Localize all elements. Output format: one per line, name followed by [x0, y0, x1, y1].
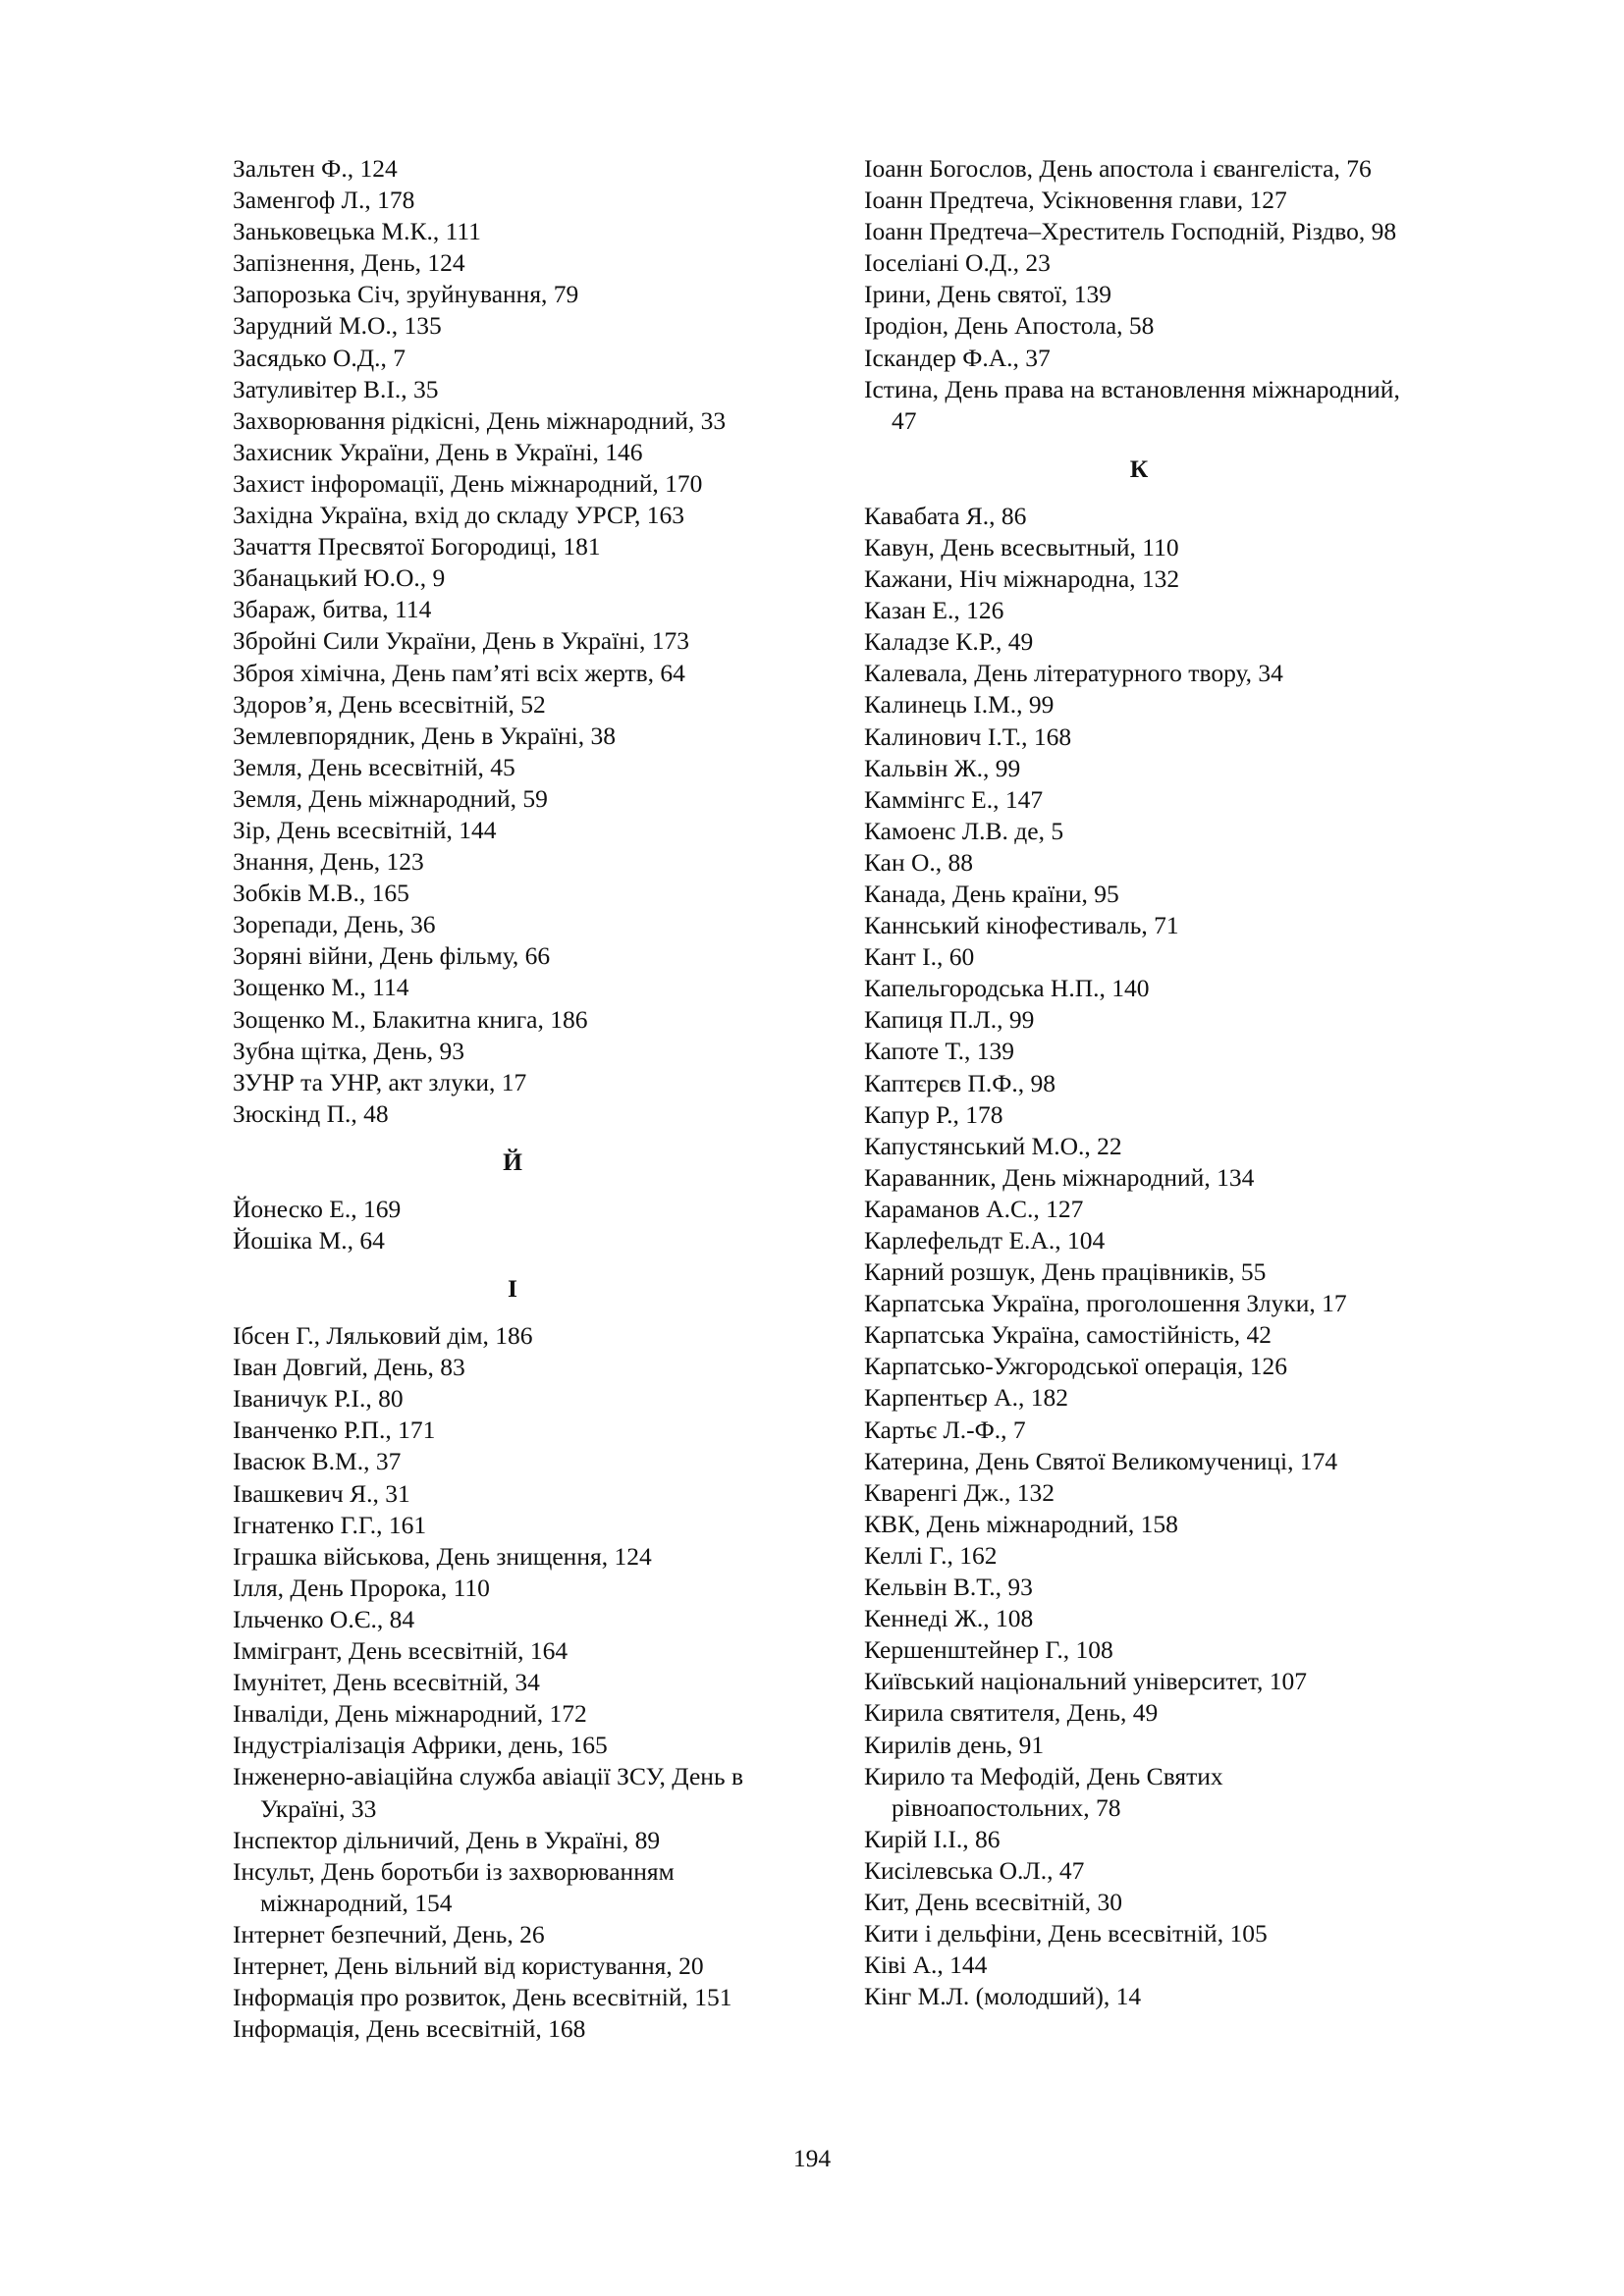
index-entry: Канада, День країни, 95 [864, 879, 1119, 908]
index-entry: Іваничук Р.І., 80 [233, 1384, 404, 1414]
index-entry: Істина, День права на встановлення міжнародний, 47 [864, 374, 1400, 435]
index-entry: Кирій І.І., 86 [864, 1824, 1001, 1853]
index-entry: Казан Е., 126 [864, 596, 1004, 625]
index-entry: КВК, День міжнародний, 158 [864, 1509, 1178, 1538]
index-entry: Келлі Г., 162 [864, 1540, 998, 1570]
index-entry: Зощенко М., Блакитна книга, 186 [233, 1004, 588, 1034]
index-entry: Карпентьєр А., 182 [864, 1383, 1068, 1413]
index-entry: Капиця П.Л., 99 [864, 1005, 1035, 1035]
index-entry: Іоанн Богослов, День апостола і євангеліста, 76 [864, 154, 1372, 183]
index-entry: Каннський кінофестиваль, 71 [864, 911, 1179, 940]
index-entry: Зачаття Пресвятої Богородиці, 181 [233, 532, 601, 561]
index-entry: Зорепади, День, 36 [233, 910, 436, 939]
index-entry: Кажани, Ніч міжнародна, 132 [864, 564, 1180, 594]
index-entry: Запорозька Січ, зруйнування, 79 [233, 280, 579, 309]
index-entry: Здоров’я, День всесвітній, 52 [233, 689, 546, 719]
index-entry: Збройні Сили України, День в Україні, 173 [233, 626, 689, 656]
index-entry: Капустянський М.О., 22 [864, 1131, 1122, 1160]
index-entry: Затуливітер В.І., 35 [233, 374, 439, 403]
index-entry: Кінг М.Л. (молодший), 14 [864, 1982, 1142, 2011]
index-entry: Карпатсько-Ужгородської операція, 126 [864, 1352, 1288, 1381]
index-column-left [233, 153, 792, 2045]
index-entry: Йошіка М., 64 [233, 1226, 385, 1255]
index-entry: Калевала, День літературного твору, 34 [864, 659, 1283, 688]
letter-heading: Й [503, 1147, 522, 1176]
index-entry: Зобків М.В., 165 [233, 879, 409, 908]
index-entry: Івашкевич Я., 31 [233, 1478, 410, 1508]
index-entry: Карлефельдт Е.А., 104 [864, 1226, 1106, 1255]
index-entry: Караванник, День міжнародний, 134 [864, 1162, 1255, 1192]
index-entry: Карпатська Україна, проголошення Злуки, 17 [864, 1289, 1347, 1318]
index-entry: Каптєрєв П.Ф., 98 [864, 1068, 1056, 1097]
index-entry: Кирила святителя, День, 49 [864, 1698, 1159, 1728]
index-entry: Кит, День всесвітній, 30 [864, 1887, 1122, 1916]
index-entry: Кисілевська О.Л., 47 [864, 1855, 1085, 1885]
index-entry: Інсульт, День боротьби із захворюванням міжнародний, 154 [233, 1856, 675, 1917]
index-entry: Збараж, битва, 114 [233, 595, 432, 624]
index-entry: Індустріалізація Африки, день, 165 [233, 1731, 608, 1760]
index-entry: Захисник України, День в Україні, 146 [233, 437, 643, 466]
index-entry: Імунітет, День всесвітній, 34 [233, 1668, 540, 1697]
index-entry: Інформація про розвиток, День всесвітній, 151 [233, 1983, 732, 2012]
index-entry: Інженерно-авіаційна служба авіації ЗСУ, День в Україні, 33 [233, 1762, 743, 1823]
index-entry: Каммінгс Е., 147 [864, 784, 1044, 814]
index-entry: Ільченко О.Є., 84 [233, 1604, 415, 1633]
index-entry: Картьє Л.-Ф., 7 [864, 1415, 1026, 1444]
index-entry: Калинович І.Т., 168 [864, 721, 1072, 751]
index-entry: Іродіон, День Апостола, 58 [864, 311, 1155, 341]
index-entry: Зброя хімічна, День пам’яті всіх жертв, 64 [233, 658, 685, 687]
index-entry: Засядько О.Д., 7 [233, 343, 406, 372]
index-entry: ЗУНР та УНР, акт злуки, 17 [233, 1067, 527, 1096]
index-entry: Кирилів день, 91 [864, 1730, 1045, 1759]
index-entry: Камоенс Л.В. де, 5 [864, 816, 1064, 845]
page-number: 194 [792, 2144, 832, 2172]
index-entry: Зальтен Ф., 124 [233, 154, 398, 183]
index-entry: Іоселіані О.Д., 23 [864, 248, 1051, 278]
index-entry: Кант І., 60 [864, 942, 975, 972]
index-entry: Ківі А., 144 [864, 1950, 988, 1980]
index-entry: Кан О., 88 [864, 847, 974, 877]
index-entry: Іскандер Ф.А., 37 [864, 343, 1051, 372]
index-entry: Капоте Т., 139 [864, 1037, 1014, 1066]
index-entry: Калинець І.М., 99 [864, 690, 1055, 720]
index-entry: Кирило та Мефодій, День Святих рівноапостольних, 78 [864, 1761, 1223, 1822]
index-entry: Ібсен Г., Ляльковий дім, 186 [233, 1321, 533, 1351]
index-entry: Капельгородська Н.П., 140 [864, 974, 1150, 1003]
index-entry: Йонеско Е., 169 [233, 1194, 402, 1223]
index-entry: Кавун, День всесвытный, 110 [864, 532, 1179, 561]
index-entry: Захворювання рідкісні, День міжнародний, 33 [233, 405, 727, 435]
index-entry: Караманов А.С., 127 [864, 1194, 1084, 1223]
index-entry: Капур Р., 178 [864, 1099, 1003, 1129]
index-entry: Кеннеді Ж., 108 [864, 1604, 1034, 1633]
index-entry: Інспектор дільничий, День в Україні, 89 [233, 1825, 661, 1854]
index-entry: Каладзе К.Р., 49 [864, 627, 1034, 657]
index-entry: Заменгоф Л., 178 [233, 186, 415, 215]
index-entry: Ірини, День святої, 139 [864, 280, 1111, 309]
index-entry: Карпатська Україна, самостійність, 42 [864, 1320, 1272, 1350]
index-entry: Західна Україна, вхід до складу УРСР, 163 [233, 501, 685, 530]
index-entry: Іграшка військова, День знищення, 124 [233, 1541, 652, 1571]
index-entry: Зоряні війни, День фільму, 66 [233, 941, 551, 971]
index-entry: Інтернет, День вільний від користування, 20 [233, 1950, 704, 1980]
index-entry: Зощенко М., 114 [233, 973, 409, 1002]
index-entry: Захист інфоромації, День міжнародний, 170 [233, 468, 703, 498]
index-entry: Кавабата Я., 86 [864, 501, 1027, 530]
index-entry: Іванченко Р.П., 171 [233, 1415, 436, 1445]
index-entry: Іван Довгий, День, 83 [233, 1353, 465, 1382]
index-entry: Кершенштейнер Г., 108 [864, 1635, 1113, 1665]
index-entry: Зюскінд П., 48 [233, 1098, 389, 1128]
index-entry: Збанацький Ю.О., 9 [233, 563, 446, 593]
index-entry: Кельвін В.Т., 93 [864, 1573, 1033, 1602]
index-entry: Зір, День всесвітній, 144 [233, 815, 497, 844]
index-entry: Інваліди, День міжнародний, 172 [233, 1699, 587, 1729]
index-entry: Київський національний університет, 107 [864, 1667, 1308, 1696]
index-entry: Ілля, День Пророка, 110 [233, 1573, 490, 1602]
index-entry: Іоанн Предтеча–Хреститель Господній, Різдво, 98 [864, 217, 1397, 246]
index-entry: Катерина, День Святої Великомучениці, 174 [864, 1446, 1338, 1475]
index-entry: Кваренгі Дж., 132 [864, 1477, 1056, 1507]
index-entry: Івасюк В.М., 37 [233, 1447, 402, 1476]
letter-heading: І [508, 1274, 517, 1304]
index-entry: Ігнатенко Г.Г., 161 [233, 1510, 427, 1539]
index-entry: Інтернет безпечний, День, 26 [233, 1919, 545, 1949]
index-entry: Знання, День, 123 [233, 847, 424, 877]
index-entry: Іоанн Предтеча, Усікновення глави, 127 [864, 186, 1287, 215]
index-entry: Карний розшук, День працівників, 55 [864, 1257, 1267, 1287]
index-entry: Заньковецька М.К., 111 [233, 217, 481, 246]
index-entry: Земля, День міжнародний, 59 [233, 783, 548, 813]
index-entry: Земля, День всесвітній, 45 [233, 752, 515, 781]
index-entry: Зубна щітка, День, 93 [233, 1036, 464, 1065]
index-entry: Інформація, День всесвітній, 168 [233, 2014, 586, 2044]
index-entry: Запізнення, День, 124 [233, 248, 465, 278]
letter-heading: К [1129, 454, 1149, 483]
index-entry: Іммігрант, День всесвітній, 164 [233, 1636, 568, 1666]
index-entry: Кальвін Ж., 99 [864, 753, 1021, 782]
index-column-right [864, 153, 1414, 2012]
index-entry: Землевпорядник, День в Україні, 38 [233, 721, 617, 750]
index-entry: Зарудний М.О., 135 [233, 311, 442, 341]
index-entry: Кити і дельфіни, День всесвітній, 105 [864, 1919, 1268, 1949]
